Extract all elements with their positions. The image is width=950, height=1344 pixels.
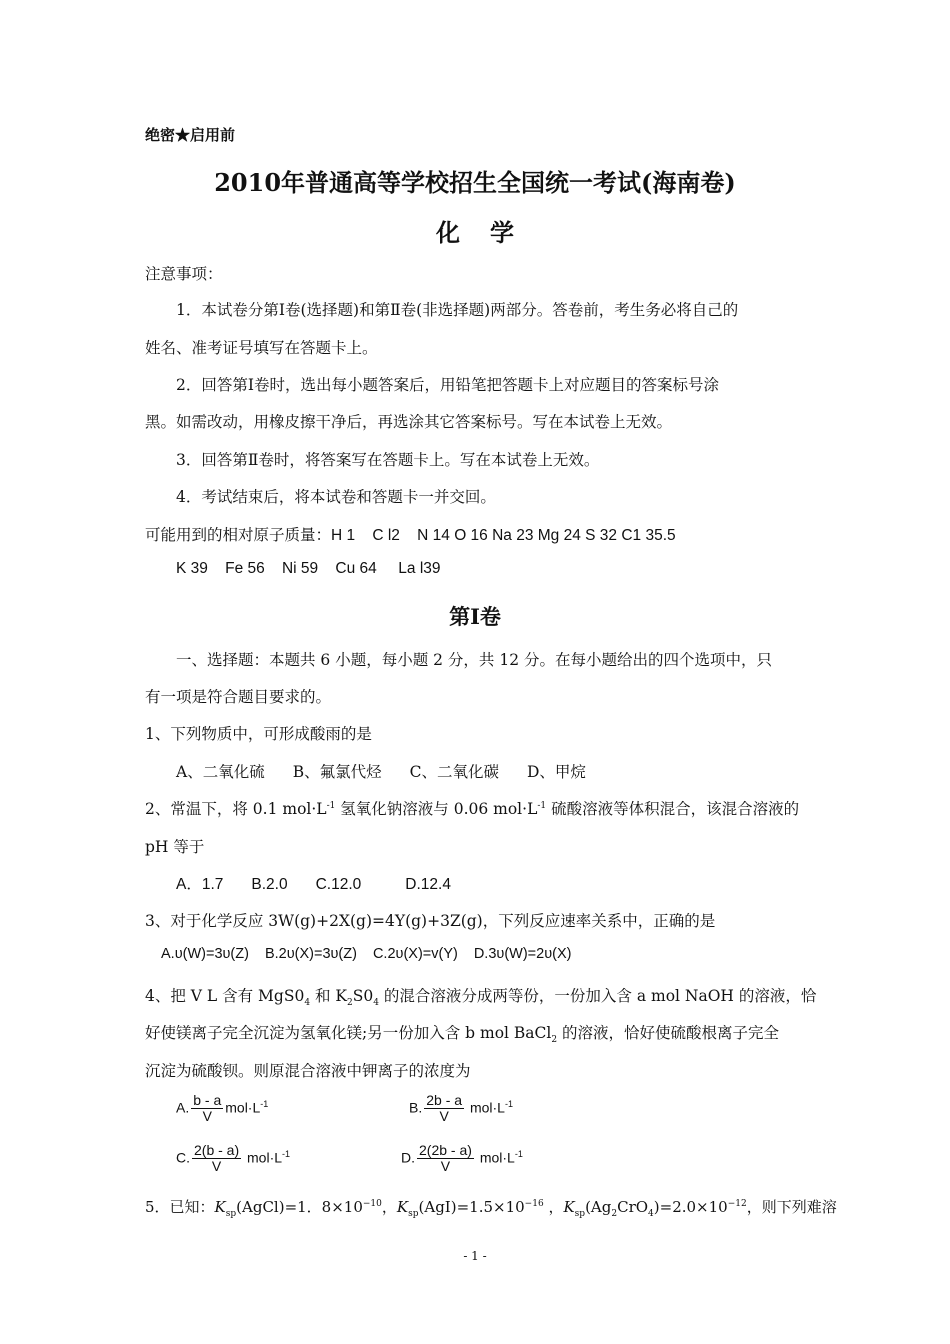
atomic-masses-label: 可能用到的相对原子质量：: [145, 526, 332, 544]
q2-text-1: 2、常温下，将 0.1 mol·L: [145, 800, 327, 818]
fraction-denominator: V: [439, 1108, 449, 1125]
unit-sup: -1: [260, 1098, 269, 1109]
q5-text-4: (AgI)=1.5×10: [418, 1198, 525, 1216]
atomic-masses-line-2: K 39 Fe 56 Ni 59 Cu 64 La l39: [176, 560, 441, 577]
secret-label: 绝密★启用前: [145, 126, 236, 144]
question-1-options: [176, 760, 586, 782]
question-3-stem: 3、对于化学反应 3W(g)+2X(g)=4Y(g)+3Z(g)，下列反应速率关系中，正确的是: [145, 912, 716, 930]
q5-text-8: )=2.0×10: [653, 1198, 728, 1216]
question-2-options: [176, 872, 451, 894]
question-3-options: [161, 946, 571, 962]
q4-option-c: [176, 1143, 290, 1175]
atomic-masses-values-1: H 1 C l2 N 14 O 16 Na 23 Mg 24 S 32 C1 35.5: [331, 527, 676, 544]
q4-sub-2: 2: [347, 998, 353, 1009]
q5-exp-2: −16: [524, 1199, 544, 1209]
q4-option-b-fraction: [424, 1093, 464, 1125]
section-title: 第Ⅰ卷: [449, 604, 501, 629]
note-3: 3．回答第Ⅱ卷时，将答案写在答题卡上。写在本试卷上无效。: [176, 451, 600, 469]
q2-option-d: D.12.4: [405, 876, 451, 893]
page-number: - 1 -: [463, 1249, 487, 1263]
q5-text-9: ，则下列难溶: [746, 1198, 837, 1216]
q4-option-a-fraction: [191, 1093, 223, 1125]
note-2-line-1: 2．回答第Ⅰ卷时，选出每小题答案后，用铅笔把答题卡上对应题目的答案标号涂: [176, 376, 719, 394]
fraction-numerator: 2(2b - a): [419, 1142, 472, 1158]
q4-option-d-label: D.: [401, 1149, 415, 1166]
intro-line-2: 有一项是符合题目要求的。: [145, 688, 332, 706]
q4-option-c-label: C.: [176, 1149, 190, 1166]
q1-option-c: C、二氧化碳: [409, 763, 499, 781]
fraction-denominator: V: [440, 1158, 451, 1175]
q4-option-b: [409, 1093, 513, 1125]
q5-text-6: (Ag: [585, 1198, 612, 1216]
q2-text-3: 硫酸溶液等体积混合，该混合溶液的: [546, 800, 800, 818]
q2-sup-2: -1: [537, 800, 547, 811]
q2-option-a: A．1.7: [176, 876, 224, 893]
question-4-line-1: [145, 984, 817, 1009]
ksp-sub: sp: [225, 1209, 237, 1219]
unit-text: mol·L: [225, 1099, 261, 1116]
notes-heading: 注意事项：: [145, 265, 223, 283]
ksp-symbol: K: [214, 1198, 226, 1216]
q5-text-1: 5．已知：: [145, 1198, 215, 1216]
q4-option-a-label: A.: [176, 1099, 190, 1116]
fraction-denominator: V: [202, 1108, 212, 1125]
q1-option-b: B、氟氯代烃: [292, 763, 382, 781]
q3-option-a: A.υ(W)=3υ(Z): [161, 946, 249, 962]
q4-option-d-fraction: [417, 1143, 474, 1175]
q4-text-1: 4、把 V L 含有 MgS0: [145, 987, 305, 1005]
question-1-stem: 1、下列物质中，可形成酸雨的是: [145, 725, 372, 743]
fraction-numerator: b - a: [193, 1092, 222, 1108]
unit-text: mol·L: [469, 1099, 505, 1116]
q4-text-4: 的混合溶液分成两等份，一份加入含 a mol NaOH 的溶液，恰: [378, 987, 817, 1005]
q5-text-7: CrO: [617, 1198, 649, 1216]
atomic-masses-line-1: [145, 523, 676, 545]
q4-option-b-label: B.: [409, 1099, 423, 1116]
q2-option-b: B.2.0: [251, 876, 288, 893]
q5-sub-2: 4: [648, 1209, 654, 1219]
question-2-line-2: pH 等于: [145, 838, 205, 856]
q3-option-c: C.2υ(X)=v(Y): [372, 946, 458, 962]
note-1-line-2: 姓名、准考证号填写在答题卡上。: [145, 339, 378, 357]
q3-option-b: B.2υ(X)=3υ(Z): [264, 946, 357, 962]
ksp-sub: sp: [574, 1209, 586, 1219]
unit-sup: -1: [504, 1098, 513, 1109]
q5-sub-1: 2: [611, 1209, 618, 1219]
q1-option-a: A、二氧化硫: [176, 763, 265, 781]
fraction-numerator: 2(b - a): [194, 1142, 240, 1158]
q4-text-2: 和 K: [310, 987, 348, 1005]
subject-title: 化学: [436, 218, 544, 247]
ksp-symbol: K: [396, 1198, 409, 1216]
q5-exp-1: −10: [362, 1199, 382, 1209]
question-4-line-2: [145, 1021, 780, 1046]
fraction-numerator: 2b - a: [426, 1092, 463, 1108]
q5-text-2: (AgCl)=1．8×10: [236, 1198, 363, 1216]
q4-text-3: S0: [352, 987, 374, 1005]
q3-option-d: D.3υ(W)=2υ(X): [473, 946, 572, 962]
q5-exp-3: −12: [727, 1199, 747, 1209]
q4-option-c-fraction: [192, 1143, 241, 1175]
q1-option-d: D、甲烷: [526, 763, 586, 781]
q4-text-6: 的溶液，恰好使硫酸根离子完全: [557, 1024, 780, 1042]
q4-sub-3: 4: [373, 998, 379, 1009]
unit-text: mol·L: [479, 1149, 515, 1166]
unit-sup: -1: [514, 1148, 523, 1159]
q4-sub-1: 4: [304, 998, 311, 1009]
question-4-line-3: 沉淀为硫酸钡。则原混合溶液中钾离子的浓度为: [145, 1062, 471, 1080]
unit-sup: -1: [282, 1148, 291, 1159]
q2-sup-1: -1: [326, 800, 336, 811]
q2-text-2: 氢氧化钠溶液与 0.06 mol·L: [335, 800, 538, 818]
question-2-line-1: [145, 797, 799, 819]
ksp-sub: sp: [408, 1209, 419, 1219]
ksp-symbol: K: [563, 1198, 575, 1216]
note-4: 4．考试结束后，将本试卷和答题卡一并交回。: [176, 488, 496, 506]
unit-text: mol·L: [247, 1149, 283, 1166]
q4-option-d: [401, 1143, 523, 1175]
q2-option-c: C.12.0: [315, 876, 362, 893]
fraction-denominator: V: [211, 1158, 222, 1175]
q4-sub-4: 2: [551, 1035, 558, 1046]
q4-option-a: [176, 1093, 268, 1125]
intro-line-1: 一、选择题：本题共 6 小题，每小题 2 分，共 12 分。在每小题给出的四个选项中，只: [176, 651, 773, 669]
question-5-line-1: [145, 1196, 837, 1217]
q4-text-5: 好使镁离子完全沉淀为氢氧化镁;另一份加入含 b mol BaCl: [145, 1024, 552, 1042]
q5-text-5: ，: [543, 1198, 564, 1216]
note-1-line-1: 1．本试卷分第Ⅰ卷(选择题)和第Ⅱ卷(非选择题)两部分。答卷前，考生务必将自己的: [176, 301, 739, 319]
note-2-line-2: 黑。如需改动，用橡皮擦干净后，再选涂其它答案标号。写在本试卷上无效。: [145, 413, 673, 431]
q5-text-3: ，: [381, 1198, 397, 1216]
exam-title: 2010年普通高等学校招生全国统一考试(海南卷): [214, 168, 736, 197]
